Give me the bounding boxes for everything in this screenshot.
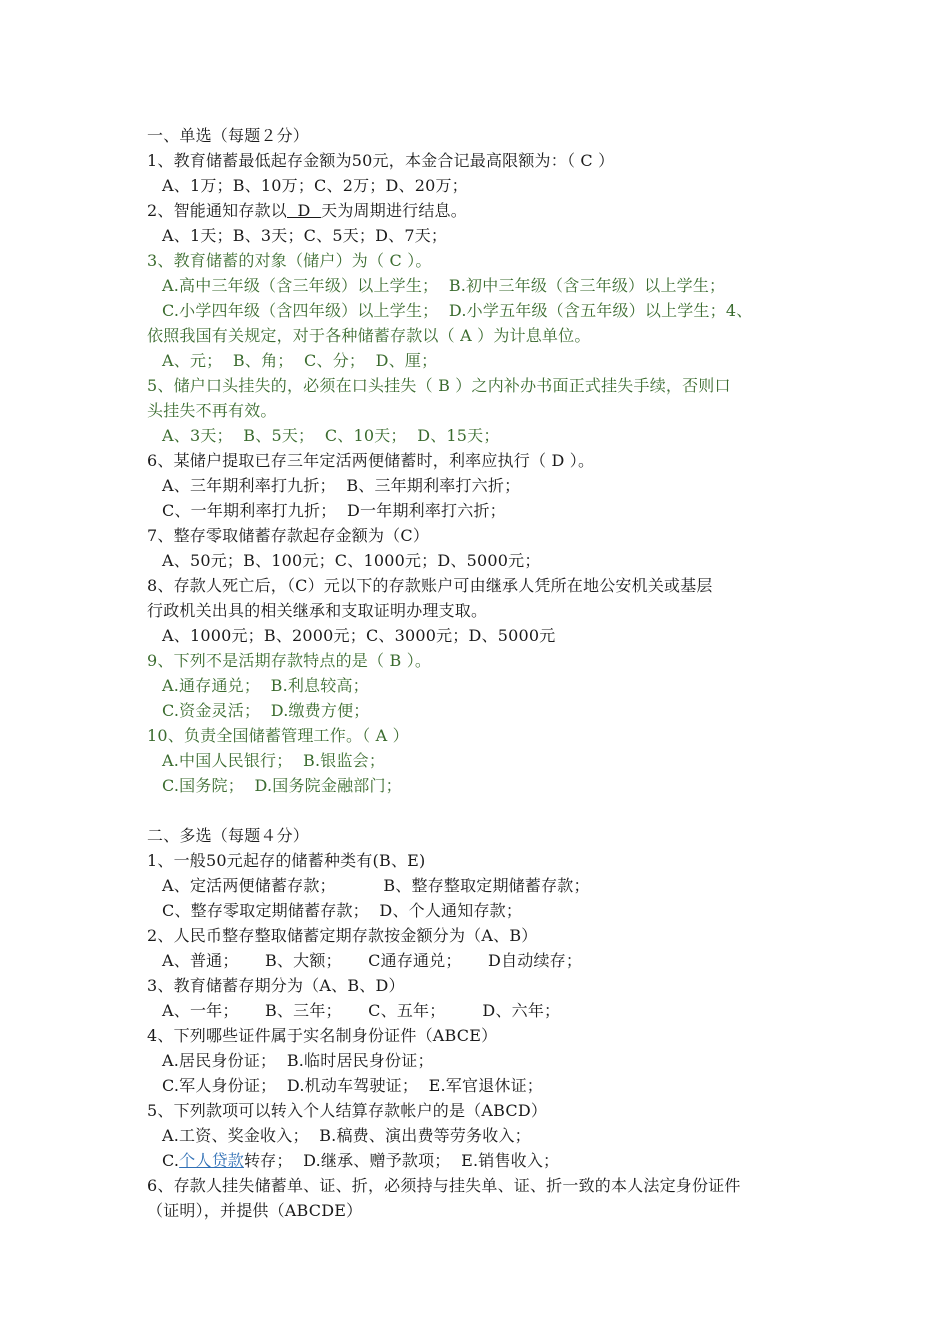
- s2-q6-text-1: 6、存款人挂失储蓄单、证、折，必须持与挂失单、证、折一致的本人法定身份证件: [147, 1176, 741, 1195]
- s2-q4-text: 4、下列哪些证件属于实名制身份证件（ABCE）: [147, 1026, 498, 1045]
- section1-heading: 一、单选（每题２分）: [147, 126, 310, 145]
- s1-q2-text: [147, 198, 467, 223]
- s1-q3-options-1: A.高中三年级（含三年级）以上学生； B.初中三年级（含三年级）以上学生；: [162, 276, 726, 295]
- s1-q5-text-1: 5、储户口头挂失的，必须在口头挂失（ B ）之内补办书面正式挂失手续，否则口: [147, 376, 731, 395]
- s1-q6-options-2: C、一年期利率打九折； D一年期利率打六折；: [162, 501, 506, 520]
- s1-q4-text: 依照我国有关规定，对于各种储蓄存款以（ A ）为计息单位。: [147, 326, 591, 345]
- s1-q2-options: A、1天；B、3天；C、5天；D、7天；: [162, 226, 448, 245]
- s1-q5-options: A、3天； B、5天； C、10天； D、15天；: [162, 426, 500, 445]
- section2-heading: 二、多选（每题４分）: [147, 826, 310, 845]
- s1-q9-text: 9、下列不是活期存款特点的是（ B ）。: [147, 651, 432, 670]
- s1-q6-text: 6、某储户提取已存三年定活两便储蓄时，利率应执行（ D ）。: [147, 451, 595, 470]
- s2-q1-text: 1、一般50元起存的储蓄种类有(B、E): [147, 851, 426, 870]
- s2-q1-options-1: A、定活两便储蓄存款； B、整存整取定期储蓄存款；: [162, 876, 590, 895]
- s1-q4-options: A、元； B、角； C、分； D、厘；: [162, 351, 438, 370]
- s2-q5-text: 5、下列款项可以转入个人结算存款帐户的是（ABCD）: [147, 1101, 548, 1120]
- s1-q8-options: A、1000元；B、2000元；C、3000元；D、5000元: [162, 626, 556, 645]
- s1-q9-options-1: A.通存通兑； B.利息较高；: [162, 676, 369, 695]
- s1-q2-pre: 2、智能通知存款以: [147, 201, 287, 220]
- s1-q10-options-1: A.中国人民银行； B.银监会；: [162, 751, 386, 770]
- s1-q1-text: 1、教育储蓄最低起存金额为50元，本金合记最高限额为：（ C ）: [147, 151, 615, 170]
- s1-q10-text: 10、负责全国储蓄管理工作。（ A ）: [147, 726, 409, 745]
- s1-q8-text-1: 8、存款人死亡后，（C）元以下的存款账户可由继承人凭所在地公安机关或基层: [147, 576, 713, 595]
- s2-q6-text-2: （证明），并提供（ABCDE）: [147, 1201, 363, 1220]
- s1-q7-options: A、50元；B、100元；C、1000元；D、5000元；: [162, 551, 541, 570]
- s1-q1-options: A、1万；B、10万；C、2万；D、20万；: [162, 176, 468, 195]
- s1-q3-options-2: C.小学四年级（含四年级）以上学生； D.小学五年级（含五年级）以上学生；4、: [162, 301, 753, 320]
- s2-q4-options-1: A.居民身份证； B.临时居民身份证；: [162, 1051, 434, 1070]
- s2-q5-opt-rest: 转存； D.继承、赠予款项； E.销售收入；: [243, 1151, 560, 1170]
- s1-q6-options-1: A、三年期利率打九折； B、三年期利率打六折；: [162, 476, 521, 495]
- s2-q4-options-2: C.军人身份证； D.机动车驾驶证； E.军官退休证；: [162, 1076, 544, 1095]
- s1-q5-text-2: 头挂失不再有效。: [147, 401, 277, 420]
- s2-q5-options-2: [162, 1148, 559, 1173]
- s2-q5-opt-c-prefix: C.: [162, 1151, 180, 1170]
- s2-q1-options-2: C、整存零取定期储蓄存款； D、个人通知存款；: [162, 901, 523, 920]
- s1-q2-answer: D: [286, 201, 322, 220]
- s1-q3-text: 3、教育储蓄的对象（储户）为（ C ）。: [147, 251, 432, 270]
- s1-q8-text-2: 行政机关出具的相关继承和支取证明办理支取。: [147, 601, 488, 620]
- s1-q9-options-2: C.资金灵活； D.缴费方便；: [162, 701, 370, 720]
- s1-q7-text: 7、整存零取储蓄存款起存金额为（C）: [147, 526, 430, 545]
- s2-q5-options-1: A.工资、奖金收入； B.稿费、演出费等劳务收入；: [162, 1126, 531, 1145]
- s2-q3-text: 3、教育储蓄存期分为（A、B、D）: [147, 976, 405, 995]
- s2-q2-options: A、普通； B、大额； C通存通兑； D自动续存；: [162, 951, 583, 970]
- s2-q3-options: A、一年； B、三年； C、五年； D、六年；: [162, 1001, 561, 1020]
- s1-q10-options-2: C.国务院； D.国务院金融部门；: [162, 776, 402, 795]
- s2-q2-text: 2、人民币整存整取储蓄定期存款按金额分为（A、B）: [147, 926, 538, 945]
- s1-q2-post: 天为周期进行结息。: [321, 201, 467, 220]
- personal-loan-link[interactable]: 个人贷款: [179, 1151, 244, 1170]
